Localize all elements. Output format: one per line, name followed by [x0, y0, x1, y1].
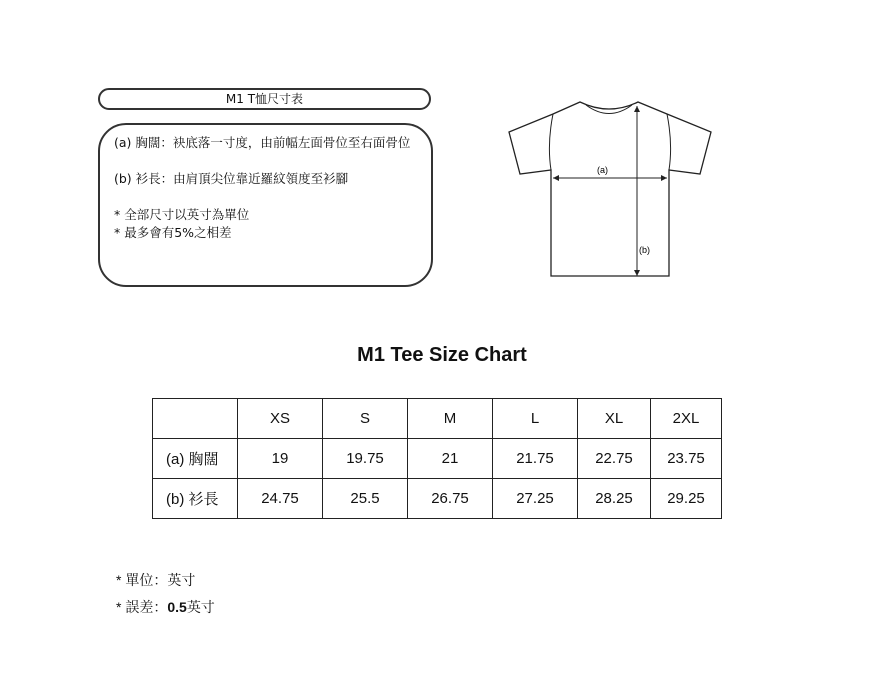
- table-header-row: [153, 399, 722, 439]
- chart-title: M1 Tee Size Chart: [357, 344, 527, 366]
- size-header: S: [323, 399, 408, 439]
- table-cell: 28.25: [578, 479, 651, 519]
- table-cell: 24.75: [238, 479, 323, 519]
- unit-footnote: * 單位：英寸: [116, 572, 196, 588]
- row-label: (a) 胸闊: [153, 439, 238, 479]
- size-chart-heading: M1 T恤尺寸表: [98, 88, 431, 110]
- table-cell: 27.25: [493, 479, 578, 519]
- tolerance-suffix: 英寸: [186, 599, 215, 615]
- row-label: (b) 衫長: [153, 479, 238, 519]
- left-sleeve-seam: [549, 114, 553, 170]
- tolerance-value: 0.5: [167, 599, 187, 615]
- chest-arrow-right: [661, 175, 667, 181]
- size-header: 2XL: [651, 399, 722, 439]
- right-sleeve-seam: [667, 114, 671, 170]
- tolerance-prefix: * 誤差：: [116, 599, 168, 615]
- tolerance-footnote: [116, 597, 215, 617]
- table-cell: 22.75: [578, 439, 651, 479]
- corner-cell: [153, 399, 238, 439]
- table-cell: 19: [238, 439, 323, 479]
- size-header: M: [408, 399, 493, 439]
- table-cell: 26.75: [408, 479, 493, 519]
- chest-arrow-left: [553, 175, 559, 181]
- label-b: (b): [639, 245, 650, 255]
- tshirt-outline: [509, 102, 711, 276]
- table-cell: 21.75: [493, 439, 578, 479]
- table-cell: 23.75: [651, 439, 722, 479]
- table-row: [153, 439, 722, 479]
- length-note: (b) 衫長：由肩頂尖位靠近羅紋領度至衫腳: [114, 171, 349, 186]
- table-cell: 29.25: [651, 479, 722, 519]
- chest-note: (a) 胸闊：袂底落一寸度，由前幅左面骨位至右面骨位: [114, 135, 411, 150]
- size-header: L: [493, 399, 578, 439]
- table-cell: 19.75: [323, 439, 408, 479]
- table-cell: 25.5: [323, 479, 408, 519]
- table-row: [153, 479, 722, 519]
- length-arrow-bottom: [634, 270, 640, 276]
- size-header: XS: [238, 399, 323, 439]
- tshirt-diagram: [505, 98, 715, 280]
- table-cell: 21: [408, 439, 493, 479]
- unit-note: * 全部尺寸以英寸為單位: [114, 207, 250, 222]
- length-arrow-top: [634, 106, 640, 112]
- size-header: XL: [578, 399, 651, 439]
- size-table: [152, 398, 722, 519]
- measurement-notes-box: [98, 123, 433, 287]
- label-a: (a): [597, 165, 608, 175]
- tolerance-note: * 最多會有5%之相差: [114, 225, 232, 240]
